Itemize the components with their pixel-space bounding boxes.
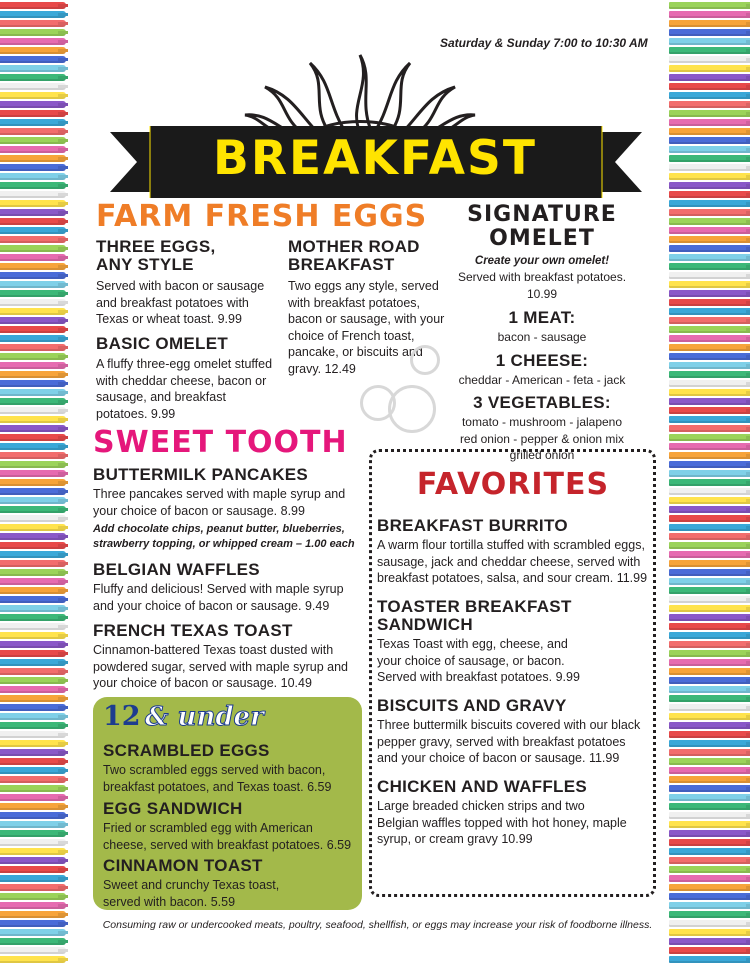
soda-bottle-icon [0,506,66,513]
soda-bottle-icon [669,470,750,477]
soda-bottle-icon [669,56,750,63]
toaster-desc: Texas Toast with egg, cheese, and your choice of sausage, or bacon. Served with breakfast potatoes. 9.99 [377,637,580,684]
french-toast-title: FRENCH TEXAS TOAST [93,621,293,640]
soda-bottle-icon [669,785,750,792]
soda-bottle-icon [669,74,750,81]
soda-bottle-icon [669,623,750,630]
soda-bottle-icon [669,560,750,567]
soda-bottle-icon [669,182,750,189]
soda-bottle-icon [0,587,66,594]
soda-bottle-icon [0,533,66,540]
soda-bottle-icon [0,236,66,243]
french-toast-item [93,622,365,692]
soda-bottle-icon [0,650,66,657]
kids-title-word: & under [145,702,264,732]
soda-bottle-icon [0,353,66,360]
soda-bottle-icon [0,857,66,864]
soda-bottle-icon [0,56,66,63]
soda-bottle-icon [669,326,750,333]
soda-bottle-icon [669,335,750,342]
sweet-tooth-title: SWEET TOOTH [93,425,348,460]
soda-bottle-icon [0,155,66,162]
soda-bottle-icon [669,452,750,459]
soda-bottle-icon [669,461,750,468]
soda-bottle-icon [0,20,66,27]
soda-bottle-icon [669,389,750,396]
soda-bottle-icon [669,704,750,711]
soda-bottle-icon [669,848,750,855]
soda-bottle-icon [0,281,66,288]
soda-bottle-icon [0,722,66,729]
meat-title: 1 MEAT: [508,308,576,327]
soda-bottle-icon [669,902,750,909]
scrambled-item [103,742,358,795]
burrito-item [377,517,649,587]
soda-bottle-icon [669,317,750,324]
toaster-title-2: SANDWICH [377,615,473,634]
egg-sandwich-desc: Fried or scrambled egg with American cheese, served with breakfast potatoes. 6.59 [103,821,352,852]
soda-bottle-icon [0,200,66,207]
soda-bottle-icon [669,767,750,774]
soda-bottle-icon [669,884,750,891]
pancakes-title: BUTTERMILK PANCAKES [93,465,309,484]
soda-bottle-icon [669,641,750,648]
soda-bottle-icon [0,389,66,396]
soda-bottle-icon [669,443,750,450]
chicken-item [377,778,649,848]
soda-bottle-icon [0,398,66,405]
soda-bottle-icon [669,659,750,666]
soda-bottle-icon [0,893,66,900]
cinnamon-item [103,857,283,910]
soda-bottle-icon [669,290,750,297]
soda-bottle-icon [669,236,750,243]
soda-bottle-icon [669,263,750,270]
egg-sandwich-item [103,800,358,853]
soda-bottle-icon [669,479,750,486]
bubble-icon [388,385,436,433]
soda-bottle-icon [669,137,750,144]
soda-bottle-icon [669,200,750,207]
soda-bottle-icon [669,533,750,540]
soda-bottle-icon [0,461,66,468]
soda-bottle-icon [669,551,750,558]
soda-bottle-icon [669,839,750,846]
soda-bottle-icon [0,911,66,918]
soda-bottle-icon [669,821,750,828]
soda-bottle-icon [669,11,750,18]
soda-bottle-icon [0,191,66,198]
soda-bottle-icon [0,704,66,711]
soda-bottle-icon [0,830,66,837]
soda-bottle-icon [0,947,66,954]
hours: Saturday & Sunday 7:00 to 10:30 AM [440,36,648,50]
soda-bottle-icon [0,470,66,477]
cinnamon-desc: Sweet and crunchy Texas toast, served with bacon. 5.59 [103,878,280,909]
veg-title: 3 VEGETABLES: [473,393,611,412]
soda-bottle-icon [0,11,66,18]
signature-tagline: Create your own omelet! [474,255,610,267]
waffles-title: BELGIAN WAFFLES [93,560,260,579]
soda-bottle-icon [669,164,750,171]
soda-bottle-icon [0,515,66,522]
soda-bottle-icon [669,38,750,45]
soda-bottle-icon [669,875,750,882]
pancakes-desc: Three pancakes served with maple syrup and your choice of bacon or sausage. 8.99 [93,487,346,518]
soda-bottle-icon [0,929,66,936]
soda-bottle-icon [0,839,66,846]
soda-bottle-icon [669,947,750,954]
soda-bottle-icon [0,920,66,927]
soda-bottle-icon [0,641,66,648]
soda-bottle-icon [669,929,750,936]
soda-bottle-icon [669,146,750,153]
soda-bottle-icon [669,713,750,720]
basic-omelet-item [96,335,276,422]
soda-bottle-icon [669,245,750,252]
soda-bottle-icon [669,803,750,810]
soda-bottle-icon [0,227,66,234]
soda-bottle-icon [669,191,750,198]
waffles-item [93,561,365,614]
soda-bottle-icon [0,497,66,504]
soda-bottle-icon [0,2,66,9]
soda-bottle-icon [0,362,66,369]
soda-bottle-icon [669,380,750,387]
soda-bottle-icon [0,551,66,558]
soda-bottle-icon [669,128,750,135]
soda-bottle-icon [0,182,66,189]
french-toast-desc: Cinnamon-battered Texas toast dusted with powdered sugar, served with maple syrup and your choice of bacon or sausage. 10.49 [93,643,349,690]
soda-bottle-icon [0,686,66,693]
soda-bottle-icon [0,38,66,45]
soda-bottle-icon [669,29,750,36]
soda-bottle-icon [0,83,66,90]
soda-bottle-icon [0,884,66,891]
biscuits-desc: Three buttermilk biscuits covered with our black pepper gravy, served with breakfast potatoes and your choice of bacon or sausage. 11.99 [377,718,641,765]
meat-options: bacon - sausage [497,330,587,344]
soda-bottle-icon [669,281,750,288]
soda-bottle-icon [669,758,750,765]
soda-bottle-icon [669,83,750,90]
soda-bottle-icon [0,731,66,738]
bottle-border-left [0,0,80,964]
burrito-title: BREAKFAST BURRITO [377,516,568,535]
soda-bottle-icon [669,47,750,54]
soda-bottle-icon [0,74,66,81]
pancakes-note: Add chocolate chips, peanut butter, blueberries, strawberry topping, or whipped cream – 1.00 each [93,523,355,550]
soda-bottle-icon [0,758,66,765]
soda-bottle-icon [0,623,66,630]
soda-bottle-icon [0,614,66,621]
sun-icon [160,45,560,135]
soda-bottle-icon [0,569,66,576]
soda-bottle-icon [0,29,66,36]
soda-bottle-icon [0,272,66,279]
soda-bottle-icon [669,893,750,900]
soda-bottle-icon [669,587,750,594]
basic-omelet-title: BASIC OMELET [96,334,229,353]
kids-title-number: 12 [103,701,141,732]
soda-bottle-icon [0,812,66,819]
soda-bottle-icon [669,920,750,927]
soda-bottle-icon [669,749,750,756]
soda-bottle-icon [669,254,750,261]
soda-bottle-icon [669,155,750,162]
soda-bottle-icon [669,695,750,702]
soda-bottle-icon [669,650,750,657]
soda-bottle-icon [0,335,66,342]
soda-bottle-icon [669,722,750,729]
soda-bottle-icon [669,524,750,531]
soda-bottle-icon [669,488,750,495]
soda-bottle-icon [0,776,66,783]
soda-bottle-icon [0,434,66,441]
pancakes-item [93,466,365,552]
soda-bottle-icon [0,695,66,702]
chicken-title: CHICKEN AND WAFFLES [377,777,588,796]
veg-line-3: grilled onion [509,448,575,462]
soda-bottle-icon [669,173,750,180]
soda-bottle-icon [0,47,66,54]
soda-bottle-icon [669,2,750,9]
soda-bottle-icon [0,803,66,810]
mother-road-desc: Two eggs any style, served with breakfast potatoes, bacon or sausage, with your choice of French toast, pancake, or biscuits and gravy. 12.49 [288,279,445,376]
soda-bottle-icon [669,632,750,639]
soda-bottle-icon [0,110,66,117]
farm-eggs-title: FARM FRESH EGGS [96,199,428,234]
soda-bottle-icon [0,605,66,612]
soda-bottle-icon [0,416,66,423]
soda-bottle-icon [669,110,750,117]
soda-bottle-icon [0,632,66,639]
soda-bottle-icon [0,317,66,324]
soda-bottle-icon [669,911,750,918]
signature-desc: Served with breakfast potatoes. 10.99 [457,270,627,301]
soda-bottle-icon [0,902,66,909]
soda-bottle-icon [669,578,750,585]
soda-bottle-icon [669,830,750,837]
soda-bottle-icon [0,848,66,855]
soda-bottle-icon [669,956,750,963]
soda-bottle-icon [669,776,750,783]
mother-road-title-1: MOTHER ROAD [288,237,420,256]
favorites-title: FAVORITES [416,467,610,502]
soda-bottle-icon [0,677,66,684]
soda-bottle-icon [0,371,66,378]
soda-bottle-icon [0,749,66,756]
soda-bottle-icon [669,506,750,513]
soda-bottle-icon [669,938,750,945]
soda-bottle-icon [669,218,750,225]
soda-bottle-icon [0,173,66,180]
biscuits-title: BISCUITS AND GRAVY [377,696,567,715]
soda-bottle-icon [0,218,66,225]
soda-bottle-icon [669,344,750,351]
soda-bottle-icon [669,542,750,549]
soda-bottle-icon [0,560,66,567]
soda-bottle-icon [669,371,750,378]
three-eggs-desc: Served with bacon or sausage and breakfast potatoes with Texas or wheat toast. 9.99 [96,279,265,326]
soda-bottle-icon [0,137,66,144]
soda-bottle-icon [0,146,66,153]
soda-bottle-icon [0,542,66,549]
soda-bottle-icon [0,524,66,531]
soda-bottle-icon [669,686,750,693]
soda-bottle-icon [669,434,750,441]
soda-bottle-icon [0,209,66,216]
soda-bottle-icon [669,119,750,126]
soda-bottle-icon [0,821,66,828]
soda-bottle-icon [669,731,750,738]
soda-bottle-icon [669,209,750,216]
soda-bottle-icon [669,308,750,315]
soda-bottle-icon [669,353,750,360]
soda-bottle-icon [669,398,750,405]
soda-bottle-icon [0,875,66,882]
soda-bottle-icon [0,308,66,315]
chicken-desc: Large breaded chicken strips and two Belgian waffles topped with hot honey, maple syrup, or cream gravy 10.99 [377,799,627,846]
soda-bottle-icon [0,344,66,351]
soda-bottle-icon [669,272,750,279]
soda-bottle-icon [669,794,750,801]
bubble-icon [410,345,440,375]
cheese-options: cheddar - American - feta - jack [458,372,626,387]
scrambled-desc: Two scrambled eggs served with bacon, breakfast potatoes, and Texas toast. 6.59 [103,763,332,794]
soda-bottle-icon [0,866,66,873]
biscuits-item [377,697,649,767]
signature-omelet [448,203,636,464]
soda-bottle-icon [0,128,66,135]
soda-bottle-icon [0,65,66,72]
soda-bottle-icon [669,596,750,603]
veg-line-1: tomato - mushroom - jalapeno [461,415,623,429]
soda-bottle-icon [0,668,66,675]
soda-bottle-icon [669,407,750,414]
soda-bottle-icon [0,326,66,333]
soda-bottle-icon [0,785,66,792]
soda-bottle-icon [0,263,66,270]
soda-bottle-icon [669,857,750,864]
soda-bottle-icon [669,20,750,27]
bottle-border-right [665,0,750,964]
soda-bottle-icon [669,866,750,873]
soda-bottle-icon [0,164,66,171]
three-eggs-item [96,238,276,328]
soda-bottle-icon [0,794,66,801]
soda-bottle-icon [0,254,66,261]
soda-bottle-icon [0,596,66,603]
banner-title: BREAKFAST [213,131,537,186]
soda-bottle-icon [669,812,750,819]
toaster-title-1: TOASTER BREAKFAST [377,597,572,616]
signature-title-2: OMELET [489,226,595,251]
egg-sandwich-title: EGG SANDWICH [103,799,243,818]
soda-bottle-icon [669,65,750,72]
soda-bottle-icon [669,614,750,621]
soda-bottle-icon [0,290,66,297]
soda-bottle-icon [0,119,66,126]
burrito-desc: A warm flour tortilla stuffed with scrambled eggs, sausage, jack and cheddar cheese, served with breakfast potatoes, salsa, and sour cream. 11.99 [377,538,648,585]
soda-bottle-icon [669,605,750,612]
kids-title [103,701,264,732]
three-eggs-title-1: THREE EGGS, [96,237,216,256]
soda-bottle-icon [669,677,750,684]
soda-bottle-icon [669,299,750,306]
cheese-title: 1 CHEESE: [495,350,589,370]
waffles-desc: Fluffy and delicious! Served with maple syrup and your choice of bacon or sausage. 9.49 [93,582,344,613]
soda-bottle-icon [0,425,66,432]
soda-bottle-icon [0,956,66,963]
three-eggs-title-2: ANY STYLE [96,255,194,274]
soda-bottle-icon [0,452,66,459]
soda-bottle-icon [669,740,750,747]
soda-bottle-icon [0,938,66,945]
soda-bottle-icon [0,380,66,387]
veg-line-2: red onion - pepper & onion mix [459,431,625,446]
signature-title-1: SIGNATURE [467,202,617,227]
soda-bottle-icon [0,443,66,450]
soda-bottle-icon [0,713,66,720]
soda-bottle-icon [669,362,750,369]
soda-bottle-icon [0,245,66,252]
soda-bottle-icon [0,92,66,99]
foodborne-disclaimer: Consuming raw or undercooked meats, poultry, seafood, shellfish, or eggs may increase your risk of foodborne illness. [102,919,653,931]
soda-bottle-icon [0,407,66,414]
toaster-item [377,598,649,686]
soda-bottle-icon [669,101,750,108]
cinnamon-title: CINNAMON TOAST [103,856,263,875]
soda-bottle-icon [0,659,66,666]
basic-omelet-desc: A fluffy three-egg omelet stuffed with cheddar cheese, bacon or sausage, and breakfast potatoes. 9.99 [96,357,273,421]
soda-bottle-icon [0,578,66,585]
soda-bottle-icon [669,416,750,423]
soda-bottle-icon [669,497,750,504]
soda-bottle-icon [0,479,66,486]
soda-bottle-icon [0,299,66,306]
soda-bottle-icon [0,767,66,774]
soda-bottle-icon [669,515,750,522]
soda-bottle-icon [669,227,750,234]
mother-road-title-2: BREAKFAST [288,255,395,274]
scrambled-title: SCRAMBLED EGGS [103,741,270,760]
soda-bottle-icon [0,740,66,747]
soda-bottle-icon [669,569,750,576]
soda-bottle-icon [669,425,750,432]
soda-bottle-icon [669,668,750,675]
soda-bottle-icon [0,488,66,495]
soda-bottle-icon [669,92,750,99]
soda-bottle-icon [0,101,66,108]
